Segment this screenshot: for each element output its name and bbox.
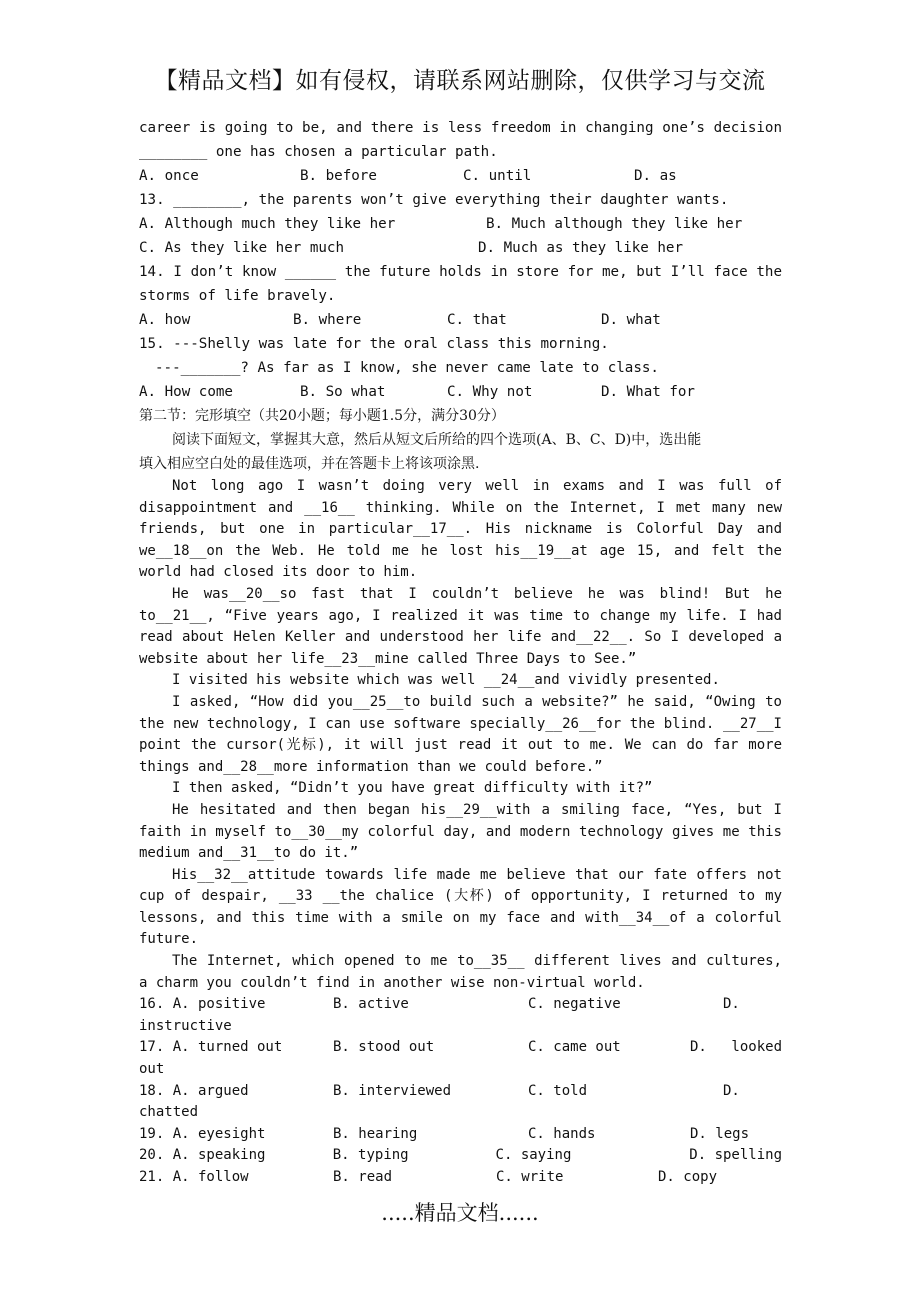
q21-option-d: D. copy (658, 1169, 718, 1185)
page-header: 【精品文档】如有侵权，请联系网站删除，仅供学习与交流 (154, 68, 766, 94)
passage-line: medium and__31__to do it.” (139, 845, 359, 862)
q20-option-d: D. spelling (689, 1147, 782, 1164)
q12-option-a: A. once (139, 168, 199, 184)
q18-options (139, 1081, 782, 1103)
q14-option-a: A. how (139, 312, 191, 328)
q20-options (139, 1145, 782, 1167)
q14-option-b: B. where (293, 312, 362, 328)
q15-option-a: A. How come (139, 384, 233, 400)
passage-line: we__18__on the Web. He told me he lost his__19__at age 15, and felt the (139, 542, 782, 559)
q17-option-d-wrap: out (139, 1061, 165, 1078)
q13-option-d: D. Much as they like her (478, 240, 683, 256)
q21-option-c: C. write (496, 1169, 564, 1185)
cloze-passage (139, 476, 782, 994)
q12-line1: career is going to be, and there is less freedom in changing one’s decision (139, 120, 782, 136)
q15-line2: ---_______? As far as I know, she never came late to class. (155, 360, 659, 376)
q21-option-a: 21. A. follow (139, 1169, 249, 1185)
q12-line2: ________ one has chosen a particular path. (139, 144, 498, 160)
q19-options (139, 1124, 782, 1146)
q17-options (139, 1037, 782, 1059)
q16-option-d: D. (723, 996, 740, 1013)
passage-line: friends, but one in particular__17__. His nickname is Colorful Day and (139, 521, 782, 538)
q20-option-b: B. typing (332, 1147, 409, 1164)
section-title: 第二节：完形填空（共20小题；每小题1.5分，满分30分） (139, 408, 505, 424)
document-body (139, 116, 782, 1189)
passage-line: future. (139, 931, 199, 948)
q14-option-d: D. what (601, 312, 661, 328)
passage-line: I visited his website which was well __24__and vividly presented. (172, 672, 720, 689)
section-instructions-line2: 填入相应空白处的最佳选项，并在答题卡上将该项涂黑. (139, 456, 480, 472)
passage-line: cup of despair, __33 __the chalice (大杯) of opportunity, I returned to my (139, 888, 782, 905)
q14-option-c: C. that (447, 312, 507, 328)
q20-option-a: 20. A. speaking (139, 1147, 266, 1164)
q17-option-d: D. looked (690, 1039, 782, 1056)
q19-option-d: D. legs (690, 1125, 750, 1142)
q18-option-d-wrap: chatted (139, 1104, 199, 1121)
q18-option-c: C. told (528, 1082, 588, 1099)
q16-option-d-wrap: instructive (139, 1017, 232, 1034)
q18-option-b: B. interviewed (333, 1082, 452, 1099)
passage-line: Not long ago I wasn’t doing very well in exams and I was full of (172, 478, 782, 494)
q13-option-a: A. Although much they like her (139, 216, 396, 232)
page-footer: .....精品文档...... (381, 1201, 539, 1225)
q20-option-c: C. saying (495, 1147, 572, 1164)
passage-line: He was__20__so fast that I couldn’t believe he was blind! But he (172, 585, 782, 602)
q12-option-b: B. before (300, 168, 377, 184)
passage-line: the new technology, I can use software specially__26__for the blind. __27__I (139, 715, 782, 732)
q13-options-cd (139, 236, 782, 260)
q19-option-a: 19. A. eyesight (139, 1125, 266, 1142)
q16-options (139, 994, 782, 1016)
q14-line1: 14. I don’t know ______ the future holds in store for me, but I’ll face the (139, 264, 782, 280)
q17-option-c: C. came out (528, 1039, 621, 1056)
section-instructions-line1: 阅读下面短文，掌握其大意，然后从短文后所给的四个选项(A、B、C、D)中，选出能 (172, 432, 702, 448)
passage-line: to__21__, “Five years ago, I realized it was time to change my life. I had (139, 607, 782, 624)
q14-line2: storms of life bravely. (139, 288, 336, 304)
passage-line: a charm you couldn’t find in another wise non-virtual world. (139, 974, 645, 991)
passage-line: world had closed its door to him. (139, 564, 418, 581)
q21-options (139, 1167, 782, 1189)
q13-options-ab (139, 212, 782, 236)
q13-option-b: B. Much although they like her (486, 216, 743, 232)
passage-line: disappointment and __16__ thinking. While on the Internet, I met many new (139, 499, 782, 516)
q13-stem: 13. ________, the parents won’t give everything their daughter wants. (139, 192, 729, 208)
q16-option-c: C. negative (528, 996, 621, 1013)
passage-line: I asked, “How did you__25__to build such a website?” he said, “Owing to (172, 693, 782, 710)
q12-options (139, 164, 782, 188)
q15-options (139, 380, 782, 404)
q18-option-d: D. (723, 1082, 740, 1099)
q16-option-a: 16. A. positive (139, 996, 266, 1013)
passage-line: lessons, and this time with a smile on my face and with__34__of a colorful (139, 909, 782, 926)
q16-option-b: B. active (333, 996, 409, 1013)
passage-line: website about her life__23__mine called Three Days to See.” (139, 650, 637, 667)
q19-option-c: C. hands (528, 1125, 596, 1142)
q19-option-b: B. hearing (333, 1125, 418, 1142)
q21-option-b: B. read (333, 1169, 393, 1185)
passage-line: He hesitated and then began his__29__with a smiling face, “Yes, but I (172, 801, 782, 818)
passage-line: I then asked, “Didn’t you have great difficulty with it?” (172, 780, 653, 797)
q18-option-a: 18. A. argued (139, 1082, 249, 1099)
q12-option-c: C. until (463, 168, 532, 184)
q12-option-d: D. as (634, 168, 677, 184)
passage-line: The Internet, which opened to me to__35__ different lives and cultures, (172, 953, 782, 970)
passage-line: His__32__attitude towards life made me believe that our fate offers not (172, 866, 782, 883)
passage-line: things and__28__more information than we could before.” (139, 758, 603, 775)
q17-option-b: B. stood out (333, 1039, 435, 1056)
q15-option-c: C. Why not (447, 384, 533, 400)
q15-option-d: D. What for (601, 384, 695, 400)
q14-options (139, 308, 782, 332)
passage-line: faith in myself to__30__my colorful day, and modern technology gives me this (139, 823, 782, 840)
passage-line: read about Helen Keller and understood her life and__22__. So I developed a (139, 629, 782, 646)
q15-option-b: B. So what (300, 384, 386, 400)
q13-option-c: C. As they like her much (139, 240, 344, 256)
q17-option-a: 17. A. turned out (139, 1039, 283, 1056)
answer-options (139, 994, 782, 1188)
passage-line: point the cursor(光标), it will just read it out to me. We can do far more (139, 737, 782, 754)
q15-line1: 15. ---Shelly was late for the oral class this morning. (139, 336, 609, 352)
